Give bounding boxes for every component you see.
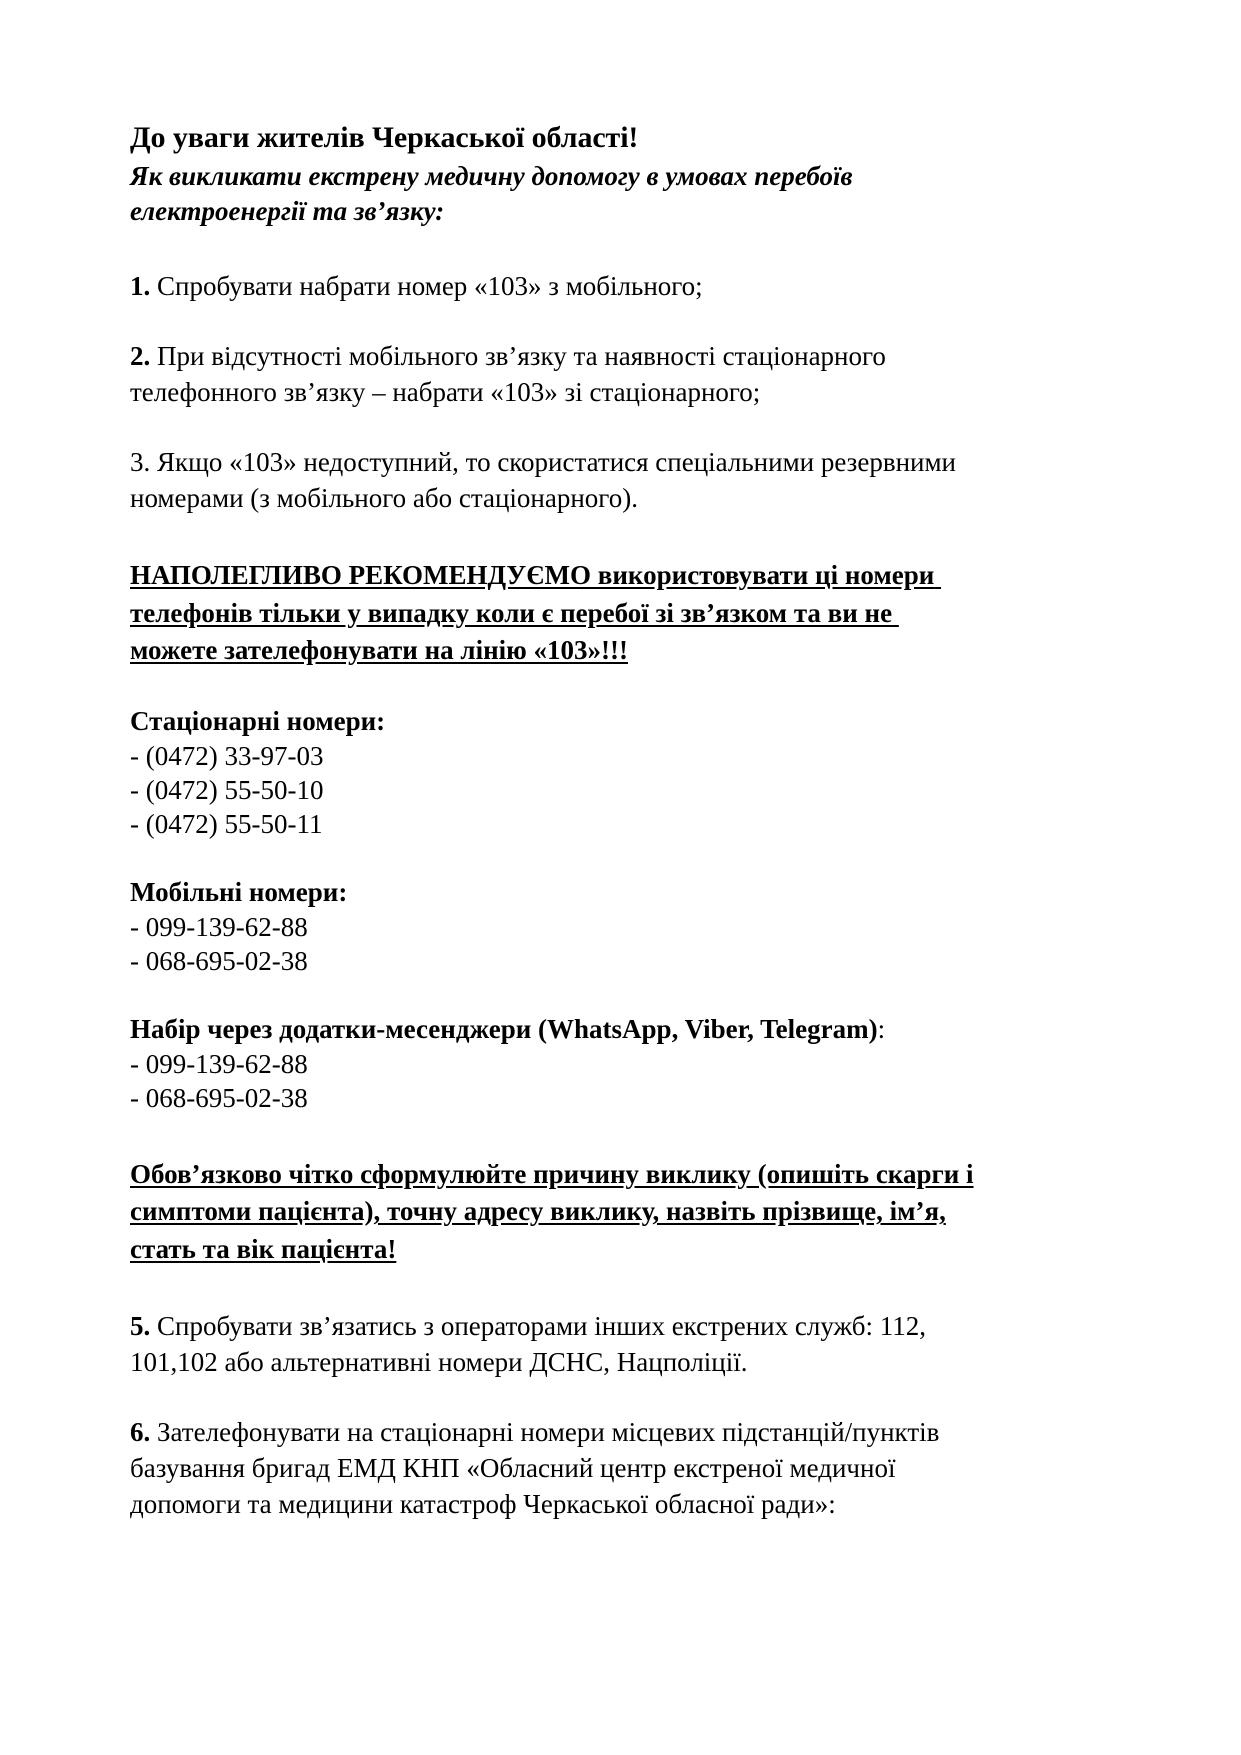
list-item-2: [130, 339, 975, 411]
warning-paragraph: [130, 557, 975, 670]
item-text: Якщо «103» недоступний, то скористатися спеціальними резервними номерами (з мобільного або стаціонарного).: [130, 446, 963, 513]
landline-number-1: - (0472) 33-97-03: [130, 741, 324, 772]
warning-emphasis: НАПОЛЕГЛИВО РЕКОМЕНДУЄМО: [130, 559, 592, 590]
messenger-heading: [130, 1012, 975, 1047]
instruction-paragraph: Обов’язково чітко сформулюйте причину виклику (опишіть скарги і симптоми пацієнта), точну адресу виклику, назвіть прізвище, ім’я, стать та вік пацієнта!: [130, 1158, 974, 1265]
spacer: [130, 978, 975, 1012]
item-number: 1.: [130, 271, 157, 302]
item-text: Спробувати зв’язатись з операторами інших екстрених служб: 112, 101,102 або альтернативні номери ДСНС, Нацполіції.: [130, 1310, 933, 1377]
item-number: 2.: [130, 341, 157, 372]
spacer: [130, 670, 975, 704]
list-item-6: [130, 1415, 975, 1523]
messenger-heading-colon: :: [877, 1014, 886, 1045]
document-body: [130, 118, 975, 1522]
mobile-number-1: - 099-139-62-88: [130, 912, 308, 943]
landline-heading: Стаціонарні номери:: [130, 706, 386, 737]
landline-number-2: - (0472) 55-50-10: [130, 775, 324, 806]
list-item-3: [130, 445, 975, 517]
list-item-5: [130, 1309, 975, 1381]
warning-text: використовувати ці номери телефонів тільки у випадку коли є перебої зі зв’язком та ви не можете зателефонувати на лінію «103»!!!: [130, 559, 942, 666]
messenger-heading-text: Набір через додатки-месенджери (WhatsApp, Viber, Telegram): [130, 1014, 878, 1045]
spacer: [130, 305, 975, 339]
mobile-heading: Мобільні номери:: [130, 877, 348, 908]
item-text: Спробувати набрати номер «103» з мобільного;: [157, 271, 703, 302]
mobile-number-2: - 068-695-02-38: [130, 946, 308, 977]
spacer: [130, 517, 975, 557]
list-item-1: [130, 269, 975, 305]
messenger-number-1: - 099-139-62-88: [130, 1049, 308, 1080]
item-number: 3.: [130, 446, 157, 477]
spacer: [130, 1381, 975, 1415]
page-subtitle: Як викликати екстрену медичну допомогу в умовах перебоїв електроенергії та зв’язку:: [130, 161, 853, 227]
page-title: До уваги жителів Черкаської області!: [130, 121, 639, 154]
item-text: Зателефонувати на стаціонарні номери місцевих підстанцій/пунктів базування бригад ЕМД КНП «Обласний центр екстреної медичної допомоги та медицини катастроф Черкаської обласної ради»:: [130, 1416, 947, 1519]
spacer: [130, 841, 975, 875]
messenger-number-2: - 068-695-02-38: [130, 1083, 308, 1114]
spacer: [130, 1116, 975, 1156]
landline-number-3: - (0472) 55-50-11: [130, 809, 323, 840]
item-number: 6.: [130, 1416, 157, 1447]
spacer: [130, 1269, 975, 1309]
spacer: [130, 229, 975, 269]
item-text: При відсутності мобільного зв’язку та наявності стаціонарного телефонного зв’язку – набрати «103» зі стаціонарного;: [130, 341, 893, 407]
spacer: [130, 411, 975, 445]
item-number: 5.: [130, 1310, 157, 1341]
